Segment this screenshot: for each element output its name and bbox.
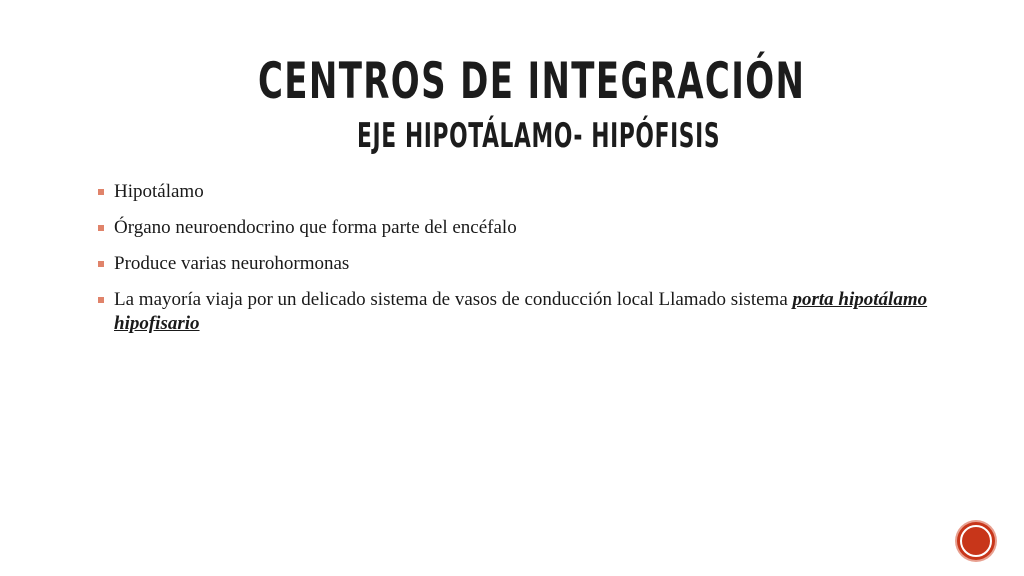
slide-subtitle: EJE HIPOTÁLAMO- HIPÓFISIS — [357, 116, 721, 156]
bullet-marker-icon — [98, 261, 104, 267]
slide-title: CENTROS DE INTEGRACIÓN — [258, 52, 806, 110]
bullet-item — [98, 252, 978, 276]
bullet-text: Hipotálamo — [114, 181, 204, 202]
bullet-marker-icon — [98, 189, 104, 195]
bullet-item — [98, 216, 978, 240]
badge-ring-icon — [960, 525, 992, 557]
bullet-list — [98, 180, 978, 348]
page-number-badge — [957, 522, 995, 560]
bullet-marker-icon — [98, 225, 104, 231]
bullet-text: Órgano neuroendocrino que forma parte del encéfalo — [114, 217, 517, 238]
bullet-text: Produce varias neurohormonas — [114, 253, 350, 274]
bullet-item — [98, 288, 978, 336]
bullet-marker-icon — [98, 297, 104, 303]
bullet-emphasis: porta hipotálamo hipofisario — [114, 289, 928, 334]
bullet-text: La mayoría viaja por un delicado sistema de vasos de conducción local Llamado sistema — [114, 289, 793, 310]
bullet-item — [98, 180, 978, 204]
